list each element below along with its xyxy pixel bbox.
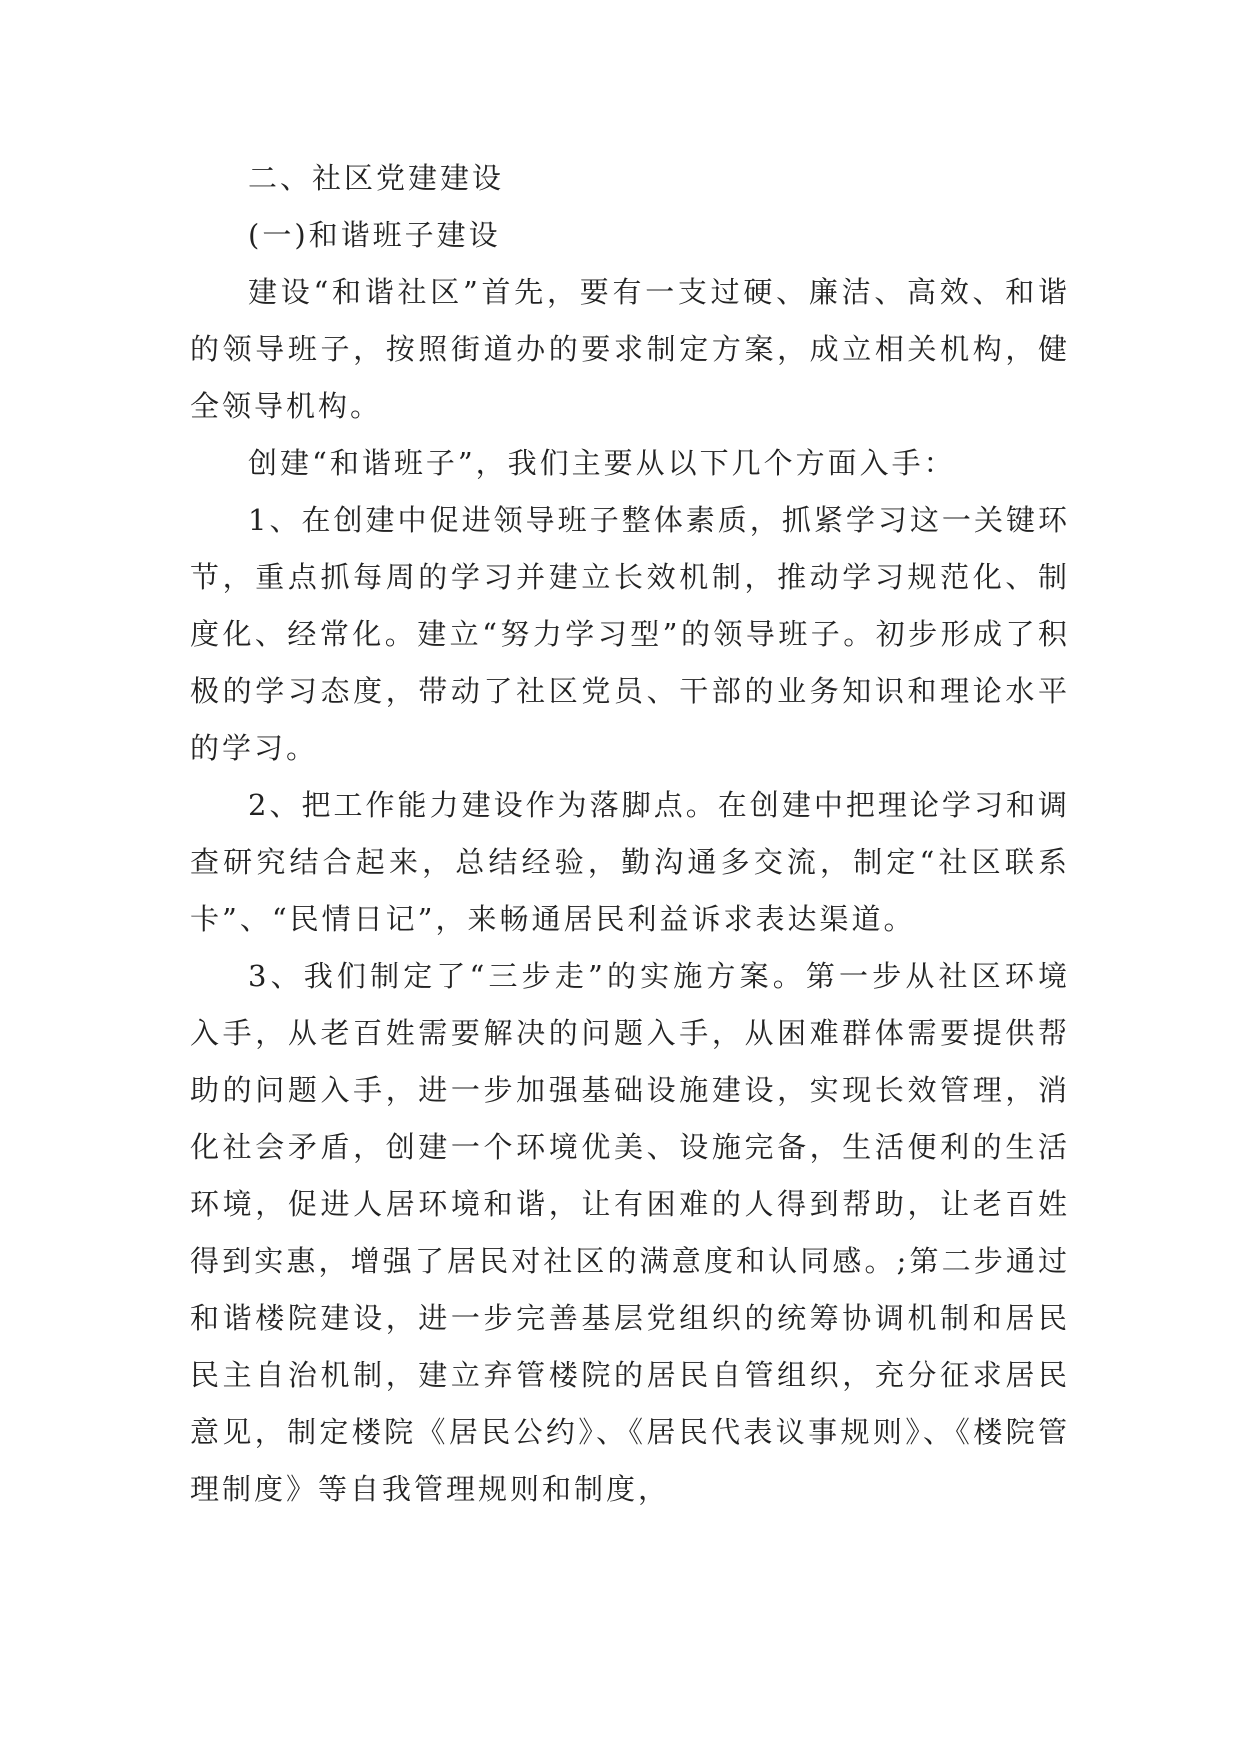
paragraph: 1、在创建中促进领导班子整体素质，抓紧学习这一关键环节，重点抓每周的学习并建立长效机制，推动学习规范化、制度化、经常化。建立“努力学习型”的领导班子。初步形成了积极的学习态度，带动了社区党员、干部的业务知识和理论水平的学习。 — [190, 503, 1070, 765]
section-heading: 二、社区党建建设 — [248, 161, 505, 195]
document-body — [190, 150, 1070, 1518]
paragraph: 建设“和谐社区”首先，要有一支过硬、廉洁、高效、和谐的领导班子，按照街道办的要求制定方案，成立相关机构，健全领导机构。 — [190, 275, 1070, 423]
subsection-heading: (一)和谐班子建设 — [248, 218, 501, 252]
paragraph: 2、把工作能力建设作为落脚点。在创建中把理论学习和调查研究结合起来，总结经验，勤沟通多交流，制定“社区联系卡”、“民情日记”，来畅通居民利益诉求表达渠道。 — [190, 788, 1070, 936]
paragraph: 3、我们制定了“三步走”的实施方案。第一步从社区环境入手，从老百姓需要解决的问题入手，从困难群体需要提供帮助的问题入手，进一步加强基础设施建设，实现长效管理，消化社会矛盾，创建一个环境优美、设施完备，生活便利的生活环境，促进人居环境和谐，让有困难的人得到帮助，让老百姓得到实惠，增强了居民对社区的满意度和认同感。;第二步通过和谐楼院建设，进一步完善基层党组织的统筹协调机制和居民民主自治机制，建立弃管楼院的居民自管组织，充分征求居民意见，制定楼院《居民公约》、《居民代表议事规则》、《楼院管理制度》等自我管理规则和制度， — [190, 959, 1070, 1506]
paragraph: 创建“和谐班子”，我们主要从以下几个方面入手： — [248, 446, 956, 480]
